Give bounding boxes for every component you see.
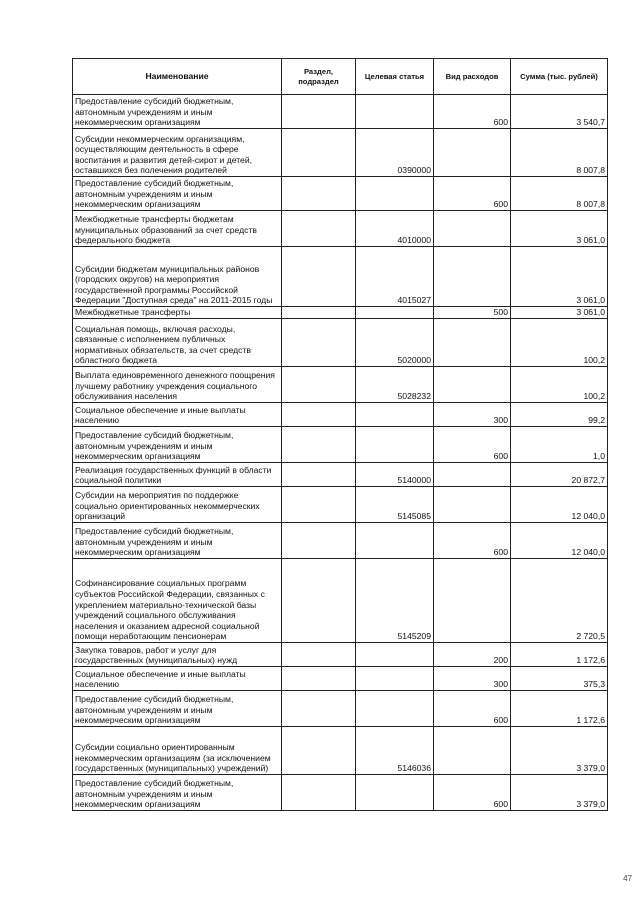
cell-target: 4015027 [356,247,434,307]
cell-sum: 375,3 [511,667,608,691]
cell-name: Субсидии социально ориентированным некоммерческим организациям (за исключением государственных (муниципальных) учреждений) [73,727,282,775]
cell-name: Закупка товаров, работ и услуг для государственных (муниципальных) нужд [73,643,282,667]
cell-section [282,559,356,643]
table-row [73,367,608,403]
table-row [73,691,608,727]
cell-target: 5146036 [356,727,434,775]
cell-section [282,95,356,129]
cell-kind: 600 [434,427,511,463]
cell-kind: 500 [434,307,511,319]
cell-name: Социальное обеспечение и иные выплаты населению [73,667,282,691]
cell-section [282,367,356,403]
cell-sum: 1 172,6 [511,691,608,727]
cell-name: Социальная помощь, включая расходы, связанные с исполнением публичных нормативных обязательств, за счет средств областного бюджета [73,319,282,367]
cell-name: Субсидии бюджетам муниципальных районов (городских округов) на мероприятия государственной программы Российской Федерации "Доступная среда" на 2011-2015 годы [73,247,282,307]
cell-target [356,95,434,129]
cell-section [282,427,356,463]
table-row [73,177,608,211]
cell-sum: 8 007,8 [511,129,608,177]
cell-target: 0390000 [356,129,434,177]
cell-sum: 8 007,8 [511,177,608,211]
cell-sum: 12 040,0 [511,523,608,559]
table-row [73,211,608,247]
cell-kind: 600 [434,523,511,559]
cell-section [282,487,356,523]
cell-name: Выплата единовременного денежного поощрения лучшему работнику учреждения социального обслуживания населения [73,367,282,403]
cell-section [282,523,356,559]
cell-name: Социальное обеспечение и иные выплаты населению [73,403,282,427]
cell-target [356,177,434,211]
cell-kind: 600 [434,775,511,811]
table-row [73,487,608,523]
cell-kind: 600 [434,95,511,129]
cell-name: Межбюджетные трансферты бюджетам муниципальных образований за счет средств федерального бюджета [73,211,282,247]
table-row [73,643,608,667]
cell-section [282,319,356,367]
cell-target: 5020000 [356,319,434,367]
cell-sum: 99,2 [511,403,608,427]
table-row [73,775,608,811]
table-header-row [73,59,608,95]
cell-target: 4010000 [356,211,434,247]
header-sum: Сумма (тыс. рублей) [511,59,608,95]
cell-kind: 600 [434,691,511,727]
cell-name: Предоставление субсидий бюджетным, автономным учреждениям и иным некоммерческим организациям [73,427,282,463]
cell-name: Предоставление субсидий бюджетным, автономным учреждениям и иным некоммерческим организациям [73,523,282,559]
cell-target: 5145085 [356,487,434,523]
cell-kind [434,727,511,775]
table-body [73,95,608,811]
table-row [73,727,608,775]
cell-sum: 1 172,6 [511,643,608,667]
cell-section [282,211,356,247]
cell-section [282,775,356,811]
cell-section [282,177,356,211]
table-row [73,667,608,691]
cell-section [282,691,356,727]
table-row [73,247,608,307]
cell-target [356,523,434,559]
cell-sum: 3 061,0 [511,307,608,319]
cell-name: Предоставление субсидий бюджетным, автономным учреждениям и иным некоммерческим организациям [73,95,282,129]
header-name: Наименование [73,59,282,95]
cell-target [356,643,434,667]
header-target: Целевая статья [356,59,434,95]
cell-name: Реализация государственных функций в области социальной политики [73,463,282,487]
cell-target [356,427,434,463]
header-kind: Вид расходов [434,59,511,95]
table-row [73,95,608,129]
cell-kind [434,319,511,367]
cell-kind [434,487,511,523]
cell-kind [434,367,511,403]
cell-section [282,727,356,775]
cell-section [282,247,356,307]
cell-section [282,463,356,487]
cell-name: Субсидии на мероприятия по поддержке социально ориентированных некоммерческих организаций [73,487,282,523]
cell-kind: 200 [434,643,511,667]
header-section: Раздел, подраздел [282,59,356,95]
table-row [73,129,608,177]
cell-sum: 3 379,0 [511,775,608,811]
table-row [73,403,608,427]
table-row [73,319,608,367]
cell-name: Субсидии некоммерческим организациям, осуществляющим деятельность в сфере воспитания и развития детей-сирот и детей, оставшихся без полечения родителей [73,129,282,177]
cell-sum: 3 540,7 [511,95,608,129]
page-number-mark: 47 [623,874,632,883]
cell-target: 5028232 [356,367,434,403]
cell-sum: 100,2 [511,367,608,403]
cell-section [282,667,356,691]
cell-target: 5145209 [356,559,434,643]
cell-kind: 300 [434,667,511,691]
cell-sum: 3 379,0 [511,727,608,775]
cell-target [356,691,434,727]
cell-section [282,643,356,667]
cell-section [282,307,356,319]
cell-kind [434,129,511,177]
cell-kind: 600 [434,177,511,211]
table-row [73,559,608,643]
cell-kind [434,463,511,487]
cell-name: Межбюджетные трансферты [73,307,282,319]
cell-kind [434,559,511,643]
cell-target [356,403,434,427]
cell-name: Предоставление субсидий бюджетным, автономным учреждениям и иным некоммерческим организациям [73,177,282,211]
cell-sum: 1,0 [511,427,608,463]
cell-name: Предоставление субсидий бюджетным, автономным учреждениям и иным некоммерческим организациям [73,691,282,727]
cell-sum: 100,2 [511,319,608,367]
cell-kind: 300 [434,403,511,427]
cell-sum: 2 720,5 [511,559,608,643]
cell-kind [434,211,511,247]
cell-name: Софинансирование социальных программ субъектов Российской Федерации, связанных с укреплением материально-технической базы учреждений социального обслуживания населения и оказанием адресной социальной помощи неработающим пенсионерам [73,559,282,643]
table-row [73,463,608,487]
budget-page [72,58,607,811]
cell-target: 5140000 [356,463,434,487]
table-row [73,427,608,463]
cell-sum: 3 061,0 [511,247,608,307]
cell-target [356,775,434,811]
cell-target [356,307,434,319]
cell-target [356,667,434,691]
table-row [73,307,608,319]
cell-sum: 12 040,0 [511,487,608,523]
cell-sum: 3 061,0 [511,211,608,247]
cell-section [282,129,356,177]
table-row [73,523,608,559]
cell-kind [434,247,511,307]
cell-section [282,403,356,427]
cell-sum: 20 872,7 [511,463,608,487]
budget-table [72,58,608,811]
cell-name: Предоставление субсидий бюджетным, автономным учреждениям и иным некоммерческим организациям [73,775,282,811]
